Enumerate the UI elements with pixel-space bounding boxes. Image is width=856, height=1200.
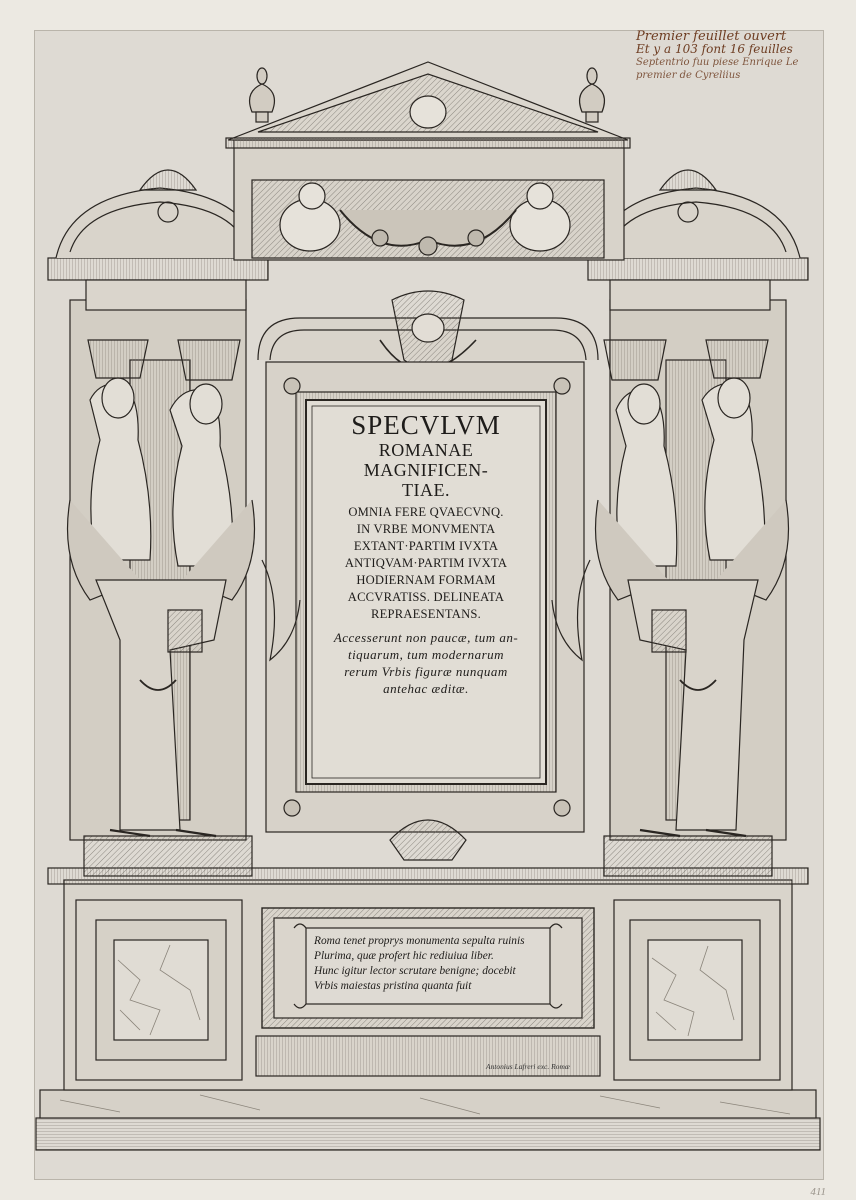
annotation-line-1: Premier feuillet ouvert bbox=[636, 29, 787, 44]
inscription-line: Vrbis maiestas pristina quanta fuit bbox=[314, 980, 472, 992]
publisher-imprint: Antonius Lafreri exc. Romæ bbox=[486, 1062, 570, 1071]
title-cartouche bbox=[318, 410, 534, 780]
italic-line: tiquarum, tum modernarum bbox=[347, 647, 505, 662]
subtitle-line: MAGNIFICEN- bbox=[363, 460, 489, 480]
annotation-line-2: Et y a 103 font 16 feuilles bbox=[636, 42, 793, 56]
description-line: OMNIA FERE QVAECVNQ. bbox=[348, 505, 504, 519]
inscription-line: Plurima, quæ profert hic rediuiua liber. bbox=[314, 950, 494, 962]
description-line: REPRAESENTANS. bbox=[371, 607, 481, 621]
italic-line: antehac æditæ. bbox=[383, 681, 469, 696]
italic-line: Accesserunt non paucæ, tum an- bbox=[333, 630, 519, 645]
description-line: HODIERNAM FORMAM bbox=[356, 573, 496, 587]
title-main: SPECVLVM bbox=[351, 410, 501, 440]
inventory-number: 411 bbox=[810, 1186, 826, 1198]
title-subtitle bbox=[318, 440, 534, 500]
description-line: EXTANT·PARTIM IVXTA bbox=[353, 539, 499, 553]
italic-line: rerum Vrbis figuræ nunquam bbox=[344, 664, 508, 679]
inscription-line: Hunc igitur lector scrutare benigne; docebit bbox=[314, 965, 516, 977]
description-line: ANTIQVAM·PARTIM IVXTA bbox=[344, 556, 508, 570]
pedestal-inscription bbox=[314, 934, 546, 994]
title-description bbox=[318, 504, 534, 623]
subtitle-line: TIAE. bbox=[402, 480, 450, 500]
inscription-line: Roma tenet proprys monumenta sepulta ruinis bbox=[314, 935, 525, 947]
annotation-line-3: Septentrio fuu piese Enrique Le premier de Cyreliius bbox=[636, 57, 799, 81]
description-line: ACCVRATISS. DELINEATA bbox=[347, 590, 505, 604]
subtitle-line: ROMANAE bbox=[378, 440, 474, 460]
handwritten-annotation bbox=[636, 30, 826, 82]
description-line: IN VRBE MONVMENTA bbox=[356, 522, 496, 536]
title-italic-note bbox=[318, 629, 534, 697]
